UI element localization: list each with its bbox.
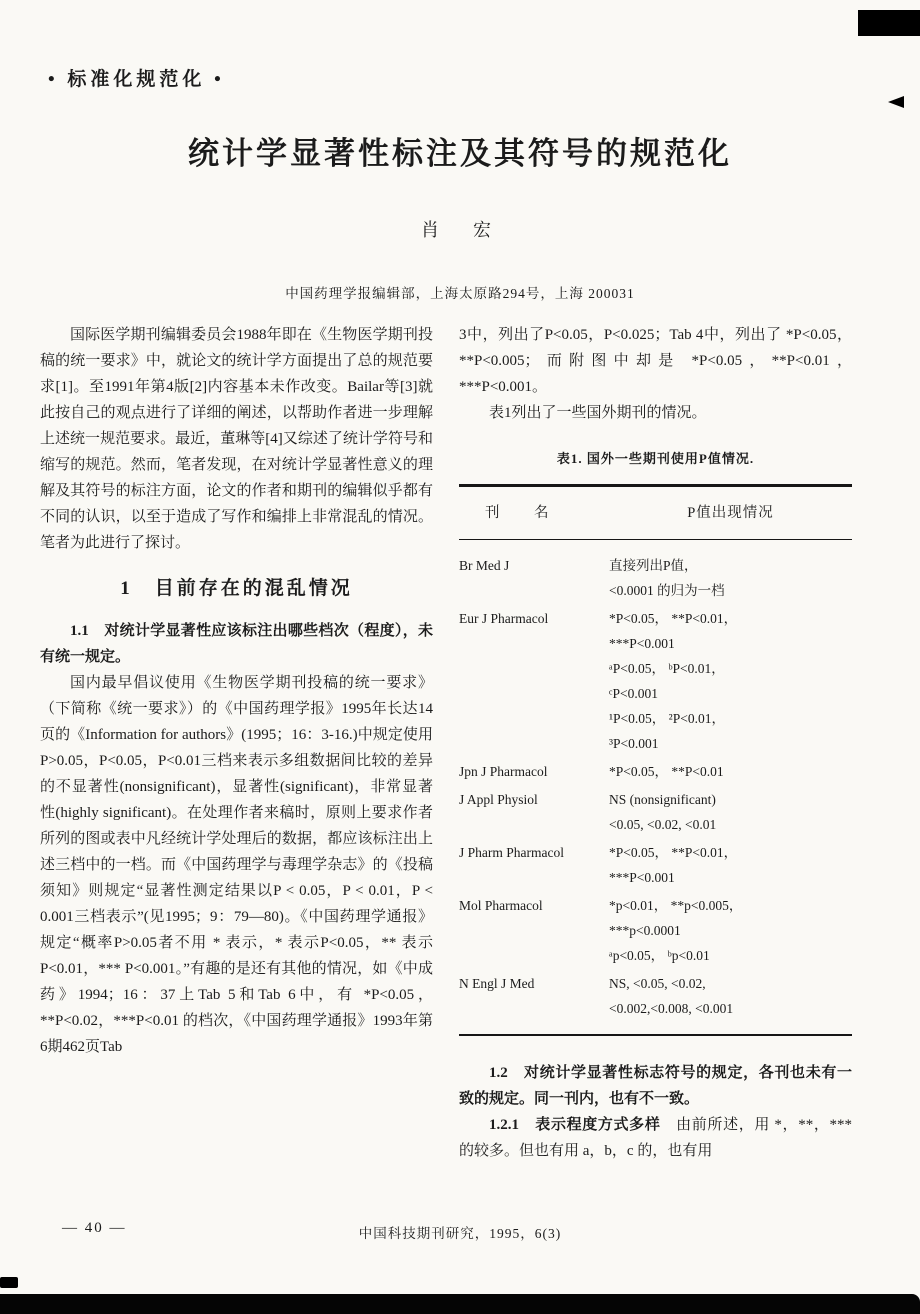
pvalue-line: ***P<0.001 [609, 636, 675, 651]
author-affiliation: 中国药理学报编辑部，上海太原路294号，上海 200031 [285, 286, 635, 301]
pvalue-line: ᶜP<0.001 [609, 686, 658, 701]
table-row [459, 840, 852, 890]
table-row [459, 971, 852, 1021]
right-column [459, 322, 852, 1164]
journal-name: Br Med J [459, 558, 510, 573]
page-number: — 40 — [62, 1220, 127, 1236]
table-intro-paragraph: 表1列出了一些国外期刊的情况。 [489, 405, 707, 421]
column-header-pvalues: P值出现情况 [687, 505, 774, 521]
pvalue-line: *P<0.05， **P<0.01 [609, 764, 724, 779]
pvalue-line: ***P<0.001 [609, 870, 675, 885]
pvalue-line: ***p<0.0001 [609, 923, 681, 938]
pvalue-line: *p<0.01， **p<0.005， [609, 898, 743, 913]
table-row [459, 553, 852, 603]
pvalue-line: <0.05, <0.02, <0.01 [609, 817, 717, 832]
journal-name: Eur J Pharmacol [459, 611, 549, 626]
continuation-paragraph: 3中，列出了P<0.05，P<0.025；Tab 4中，列出了 *P<0.05，**P<0.005；而附图中却是 *P<0.05，**P<0.01，***P<0.001。 [459, 327, 852, 395]
subsection-1-2-heading: 1.2 对统计学显著性标志符号的规定，各刊也未有一致的规定。同一刊内，也有不一致。 [459, 1065, 852, 1107]
pvalue-line: 直接列出P值， [609, 558, 698, 573]
pvalue-line: <0.002,<0.008, <0.001 [609, 1001, 734, 1016]
article-title: 统计学显著性标注及其符号的规范化 [188, 136, 732, 171]
subsection-1-2-1-paragraph [459, 1112, 852, 1164]
subsection-1-1-heading: 1.1 对统计学显著性应该标注出哪些档次（程度），未有统一规定。 [40, 623, 433, 665]
column-label: • 标准化规范化 • [48, 69, 225, 90]
pvalue-line: ¹P<0.05， ²P<0.01， [609, 711, 725, 726]
pvalue-line: NS (nonsignificant) [609, 792, 716, 807]
pvalue-line: ᵃP<0.05， ᵇP<0.01， [609, 661, 725, 676]
table-row [459, 893, 852, 968]
table-row [459, 787, 852, 837]
table-1 [459, 446, 852, 1036]
journal-name: J Appl Physiol [459, 792, 538, 807]
pvalue-line: ᵃp<0.05， ᵇp<0.01 [609, 948, 710, 963]
left-column [40, 322, 433, 1164]
subsection-1-2-1-body: 由前所述，用 *，**，*** 的较多。但也有用 a，b，c 的，也有用 [459, 1117, 852, 1159]
table-row [459, 606, 852, 756]
pvalue-line: *P<0.05， **P<0.01， [609, 611, 738, 626]
scan-artifact-bottom-bar [0, 1294, 920, 1314]
journal-name: Jpn J Pharmacol [459, 764, 548, 779]
body-columns [40, 322, 852, 1164]
margin-arrow-icon [888, 96, 904, 108]
pvalue-line: *P<0.05， **P<0.01， [609, 845, 738, 860]
pvalue-line: <0.0001 的归为一档 [609, 583, 725, 598]
subsection-1-1-body: 国内最早倡议使用《生物医学期刊投稿的统一要求》（下简称《统一要求》）的《中国药理学报》1995年长达14页的《Information for authors》(1995；16：3-16.)中规定使用P>0.05，P<0.05，P<0.01三档来表示多组数据间比较的差异的不显著性(nonsignificant)，显著性(significant)，非常显著性(highly significant)。在处理作者来稿时，原则上要求作者所列的图或表中凡经统计学处理后的数据，都应该标注出上述三档中的一档。而《中国药理学与毒理学杂志》的《投稿须知》则规定“显著性测定结果以P < 0.05，P < 0.01，P < 0.001三档表示”(见1995；9：79—80)。《中国药理学通报》规定“概率P>0.05者不用 * 表示，* 表示P<0.05，** 表示P<0.01，*** P<0.001。”有趣的是还有其他的情况，如《中成药》1994；16：37上Tab 5和Tab 6中，有 *P<0.05，**P<0.02，***P<0.01 的档次，《中国药理学通报》1993年第6期462页Tab [40, 675, 433, 1055]
journal-name: N Engl J Med [459, 976, 535, 991]
journal-name: Mol Pharmacol [459, 898, 543, 913]
journal-name: J Pharm Pharmacol [459, 845, 564, 860]
table-rows [459, 540, 852, 1034]
subsection-1-2-1-lead: 1.2.1 表示程度方式多样 [489, 1117, 677, 1133]
journal-footer-line: 中国科技期刊研究，1995，6(3) [358, 1226, 562, 1241]
table-header-row [459, 487, 852, 540]
table-row [459, 759, 852, 784]
pvalue-line: ³P<0.001 [609, 736, 659, 751]
table-body-frame [459, 484, 852, 1036]
table-caption: 表1. 国外一些期刊使用P值情况. [556, 451, 755, 466]
author-name: 肖 宏 [421, 220, 499, 240]
scan-artifact-blob [0, 1277, 18, 1288]
column-header-journal: 刊 名 [485, 505, 559, 521]
pvalue-line: NS, <0.05, <0.02, [609, 976, 706, 991]
intro-paragraph: 国际医学期刊编辑委员会1988年即在《生物医学期刊投稿的统一要求》中，就论文的统计学方面提出了总的规范要求[1]。至1991年第4版[2]内容基本未作改变。Bailar等[3]就此按自己的观点进行了详细的阐述，以帮助作者进一步理解上述统一规范要求。最近，董琳等[4]又综述了统计学符号和缩写的规范。然而，笔者发现，在对统计学显著性意义的理解及其符号的标注方面，论文的作者和期刊的编辑似乎都有不同的认识，以至于造成了写作和编排上非常混乱的情况。笔者为此进行了探讨。 [40, 327, 433, 551]
scan-artifact-corner [858, 10, 920, 36]
section-1-heading: 1 目前存在的混乱情况 [120, 578, 353, 599]
